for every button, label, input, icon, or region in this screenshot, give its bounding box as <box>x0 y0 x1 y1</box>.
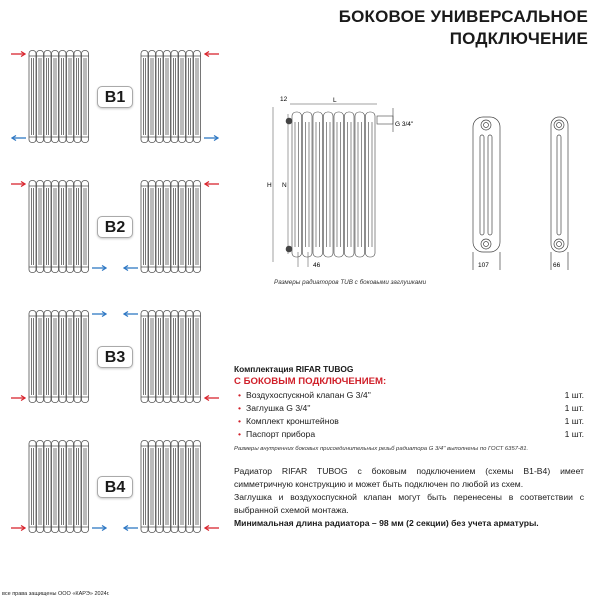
kit-section <box>234 364 584 452</box>
thread-note: Размеры внутренних боковых присоединительных резьб радиатора G 3/4'' выполнены по ГОСТ 6357-81. <box>234 446 529 452</box>
scheme-label: B2 <box>97 216 133 238</box>
bullet-icon: • <box>238 429 242 439</box>
radiator-b1-right <box>140 50 202 148</box>
radiator-b3-left <box>28 310 90 408</box>
dim-46: 46 <box>313 262 321 269</box>
radiator-b2-left <box>28 180 90 278</box>
radiator-b1-left <box>28 50 90 148</box>
dim-12: 12 <box>280 96 288 103</box>
scheme-label: B1 <box>97 86 133 108</box>
radiator-b3-right <box>140 310 202 408</box>
radiator-b4-left <box>28 440 90 538</box>
kit-heading: Комплектация RIFAR TUBOG <box>234 364 354 374</box>
page-title: БОКОВОЕ УНИВЕРСАЛЬНОЕ ПОДКЛЮЧЕНИЕ <box>338 7 588 48</box>
return-arrow-icon <box>123 311 138 317</box>
kit-item: • Паспорт прибора 1 шт. <box>238 429 584 439</box>
thread-size: G 3/4'' <box>395 121 414 128</box>
supply-arrow-icon <box>204 51 219 57</box>
kit-subheading: С БОКОВЫМ ПОДКЛЮЧЕНИЕМ: <box>234 376 387 387</box>
dim-66: 66 <box>553 262 561 269</box>
return-arrow-icon <box>92 311 107 317</box>
return-arrow-icon <box>123 525 138 531</box>
dim-107: 107 <box>478 262 489 269</box>
kit-item: • Воздухоспускной клапан G 3/4'' 1 шт. <box>238 390 584 400</box>
return-arrow-icon <box>92 265 107 271</box>
copyright: все права защищены ООО «КАРЭ» 2024г. <box>2 591 110 597</box>
radiator-b2-right <box>140 180 202 278</box>
return-arrow-icon <box>11 135 26 141</box>
bullet-icon: • <box>238 390 242 400</box>
kit-item: • Заглушка G 3/4'' 1 шт. <box>238 403 584 413</box>
return-arrow-icon <box>123 265 138 271</box>
technical-drawing <box>245 92 595 277</box>
supply-arrow-icon <box>11 395 26 401</box>
radiator-b4-right <box>140 440 202 538</box>
dim-L: L <box>333 97 337 104</box>
bullet-icon: • <box>238 403 242 413</box>
return-arrow-icon <box>92 525 107 531</box>
supply-arrow-icon <box>11 51 26 57</box>
drawing-caption: Размеры радиаторов TUB с боковыми заглушками <box>274 279 427 286</box>
supply-arrow-icon <box>11 525 26 531</box>
scheme-label: B3 <box>97 346 133 368</box>
supply-arrow-icon <box>204 525 219 531</box>
description: Радиатор RIFAR TUBOG с боковым подключением (схемы В1-В4) имеет симметричную конструкцию и может быть подключен по любой из схем. Заглушка и воздухоспускной клапан могут быть перенесены в соответствии с выбранной схемой монтажа. Минимальная длина радиатора – 98 мм (2 секции) без учета арматуры. <box>234 466 584 528</box>
kit-item: • Комплект кронштейнов 1 шт. <box>238 416 584 426</box>
supply-arrow-icon <box>11 181 26 187</box>
supply-arrow-icon <box>204 181 219 187</box>
dim-H: H <box>267 182 272 189</box>
connection-schemes <box>0 0 240 600</box>
dim-N: N <box>282 182 287 189</box>
supply-arrow-icon <box>204 395 219 401</box>
scheme-label: B4 <box>97 476 133 498</box>
bullet-icon: • <box>238 416 242 426</box>
return-arrow-icon <box>204 135 219 141</box>
